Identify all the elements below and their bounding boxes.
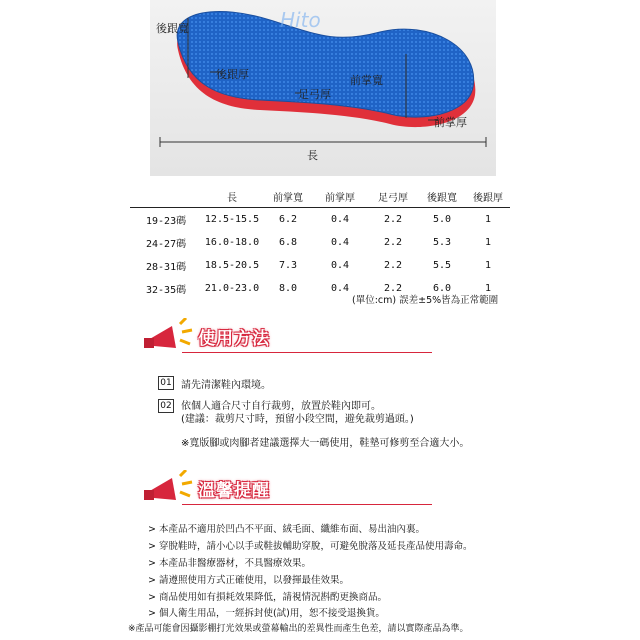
- table-note: (單位:cm) 誤差±5%皆為正常範圍: [352, 295, 499, 306]
- table-cell: 6.8: [278, 237, 298, 248]
- table-cell: 0.4: [330, 214, 350, 225]
- megaphone-icon: [142, 470, 198, 506]
- table-cell: 18.5-20.5: [204, 260, 260, 271]
- table-cell: 6.0: [432, 283, 452, 294]
- table-header: 前掌寬: [264, 185, 312, 208]
- step-number: 02: [158, 399, 174, 413]
- table-row: [130, 231, 510, 254]
- table-row: [130, 208, 510, 232]
- usage-title: 使用方法: [198, 329, 270, 349]
- table-cell: 1: [484, 260, 492, 271]
- table-header-row: [130, 185, 510, 208]
- usage-banner: [142, 318, 282, 354]
- label-length: 長: [307, 149, 318, 162]
- table-cell: 8.0: [278, 283, 298, 294]
- size-table: [130, 185, 510, 300]
- table-cell: 2.2: [383, 260, 403, 271]
- table-row: [130, 254, 510, 277]
- step-text: 依個人適合尺寸自行裁剪，放置於鞋內即可。: [181, 401, 381, 412]
- reminder-item: > 本產品不適用於凹凸不平面、絨毛面、纖維布面、易出油內裏。: [148, 524, 425, 535]
- usage-note: ※寬版腳或肉腳者建議選擇大一碼使用，鞋墊可修剪至合適大小。: [181, 438, 470, 449]
- footer-disclaimer: ※產品可能會因攝影棚打光效果或螢幕輸出的差異性而產生色差，請以實際產品為準。: [128, 624, 469, 634]
- table-header: 後跟寬: [418, 185, 466, 208]
- reminder-item: > 商品使用如有損耗效果降低，請視情況斟酌更換商品。: [148, 592, 387, 603]
- table-cell: 21.0-23.0: [204, 283, 260, 294]
- watermark: Hito: [280, 8, 321, 32]
- table-header: 後跟厚: [466, 185, 510, 208]
- table-cell: 1: [484, 214, 492, 225]
- table-cell: 1: [484, 237, 492, 248]
- megaphone-icon: [142, 318, 198, 354]
- reminder-title: 溫馨提醒: [198, 481, 270, 501]
- table-cell: 12.5-15.5: [204, 214, 260, 225]
- table-cell: 5.3: [432, 237, 452, 248]
- reminder-item: > 本產品非醫療器材，不具醫療效果。: [148, 558, 311, 569]
- label-forefoot-thickness: 前掌厚: [434, 116, 467, 129]
- table-cell: 2.2: [383, 214, 403, 225]
- table-header: 長: [200, 185, 264, 208]
- reminder-item: > 穿脫鞋時，請小心以手或鞋拔輔助穿脫，可避免脫落及延長產品使用壽命。: [148, 541, 473, 552]
- table-header: [130, 185, 200, 208]
- step-subtext: (建議：裁剪尺寸時，預留小段空間，避免裁剪過頭。): [181, 414, 414, 425]
- table-cell: 5.5: [432, 260, 452, 271]
- reminder-banner: [142, 470, 302, 506]
- table-cell: 1: [484, 283, 492, 294]
- table-cell: 24-27碼: [146, 239, 187, 250]
- table-header: 前掌厚: [312, 185, 368, 208]
- reminder-item: > 個人衛生用品，一經拆封使(試)用，恕不接受退換貨。: [148, 608, 385, 619]
- table-cell: 16.0-18.0: [204, 237, 260, 248]
- label-forefoot-width: 前掌寬: [350, 74, 383, 87]
- table-cell: 0.4: [330, 283, 350, 294]
- reminder-divider: [182, 504, 432, 505]
- label-arch-thickness: 足弓厚: [298, 88, 331, 101]
- insole-diagram: [150, 0, 496, 176]
- reminder-item: > 請遵照使用方式正確使用，以發揮最佳效果。: [148, 575, 349, 586]
- table-cell: 2.2: [383, 283, 403, 294]
- table-header: 足弓厚: [368, 185, 418, 208]
- table-cell: 0.4: [330, 260, 350, 271]
- usage-divider: [182, 352, 432, 353]
- label-heel-width: 後跟寬: [156, 22, 189, 35]
- table-cell: 2.2: [383, 237, 403, 248]
- table-cell: 0.4: [330, 237, 350, 248]
- step-number: 01: [158, 376, 174, 390]
- table-cell: 5.0: [432, 214, 452, 225]
- table-cell: 19-23碼: [146, 216, 187, 227]
- table-cell: 32-35碼: [146, 285, 187, 296]
- step-text: 請先清潔鞋內環境。: [181, 380, 271, 391]
- label-heel-thickness: 後跟厚: [216, 68, 249, 81]
- table-cell: 28-31碼: [146, 262, 187, 273]
- table-cell: 6.2: [278, 214, 298, 225]
- table-cell: 7.3: [278, 260, 298, 271]
